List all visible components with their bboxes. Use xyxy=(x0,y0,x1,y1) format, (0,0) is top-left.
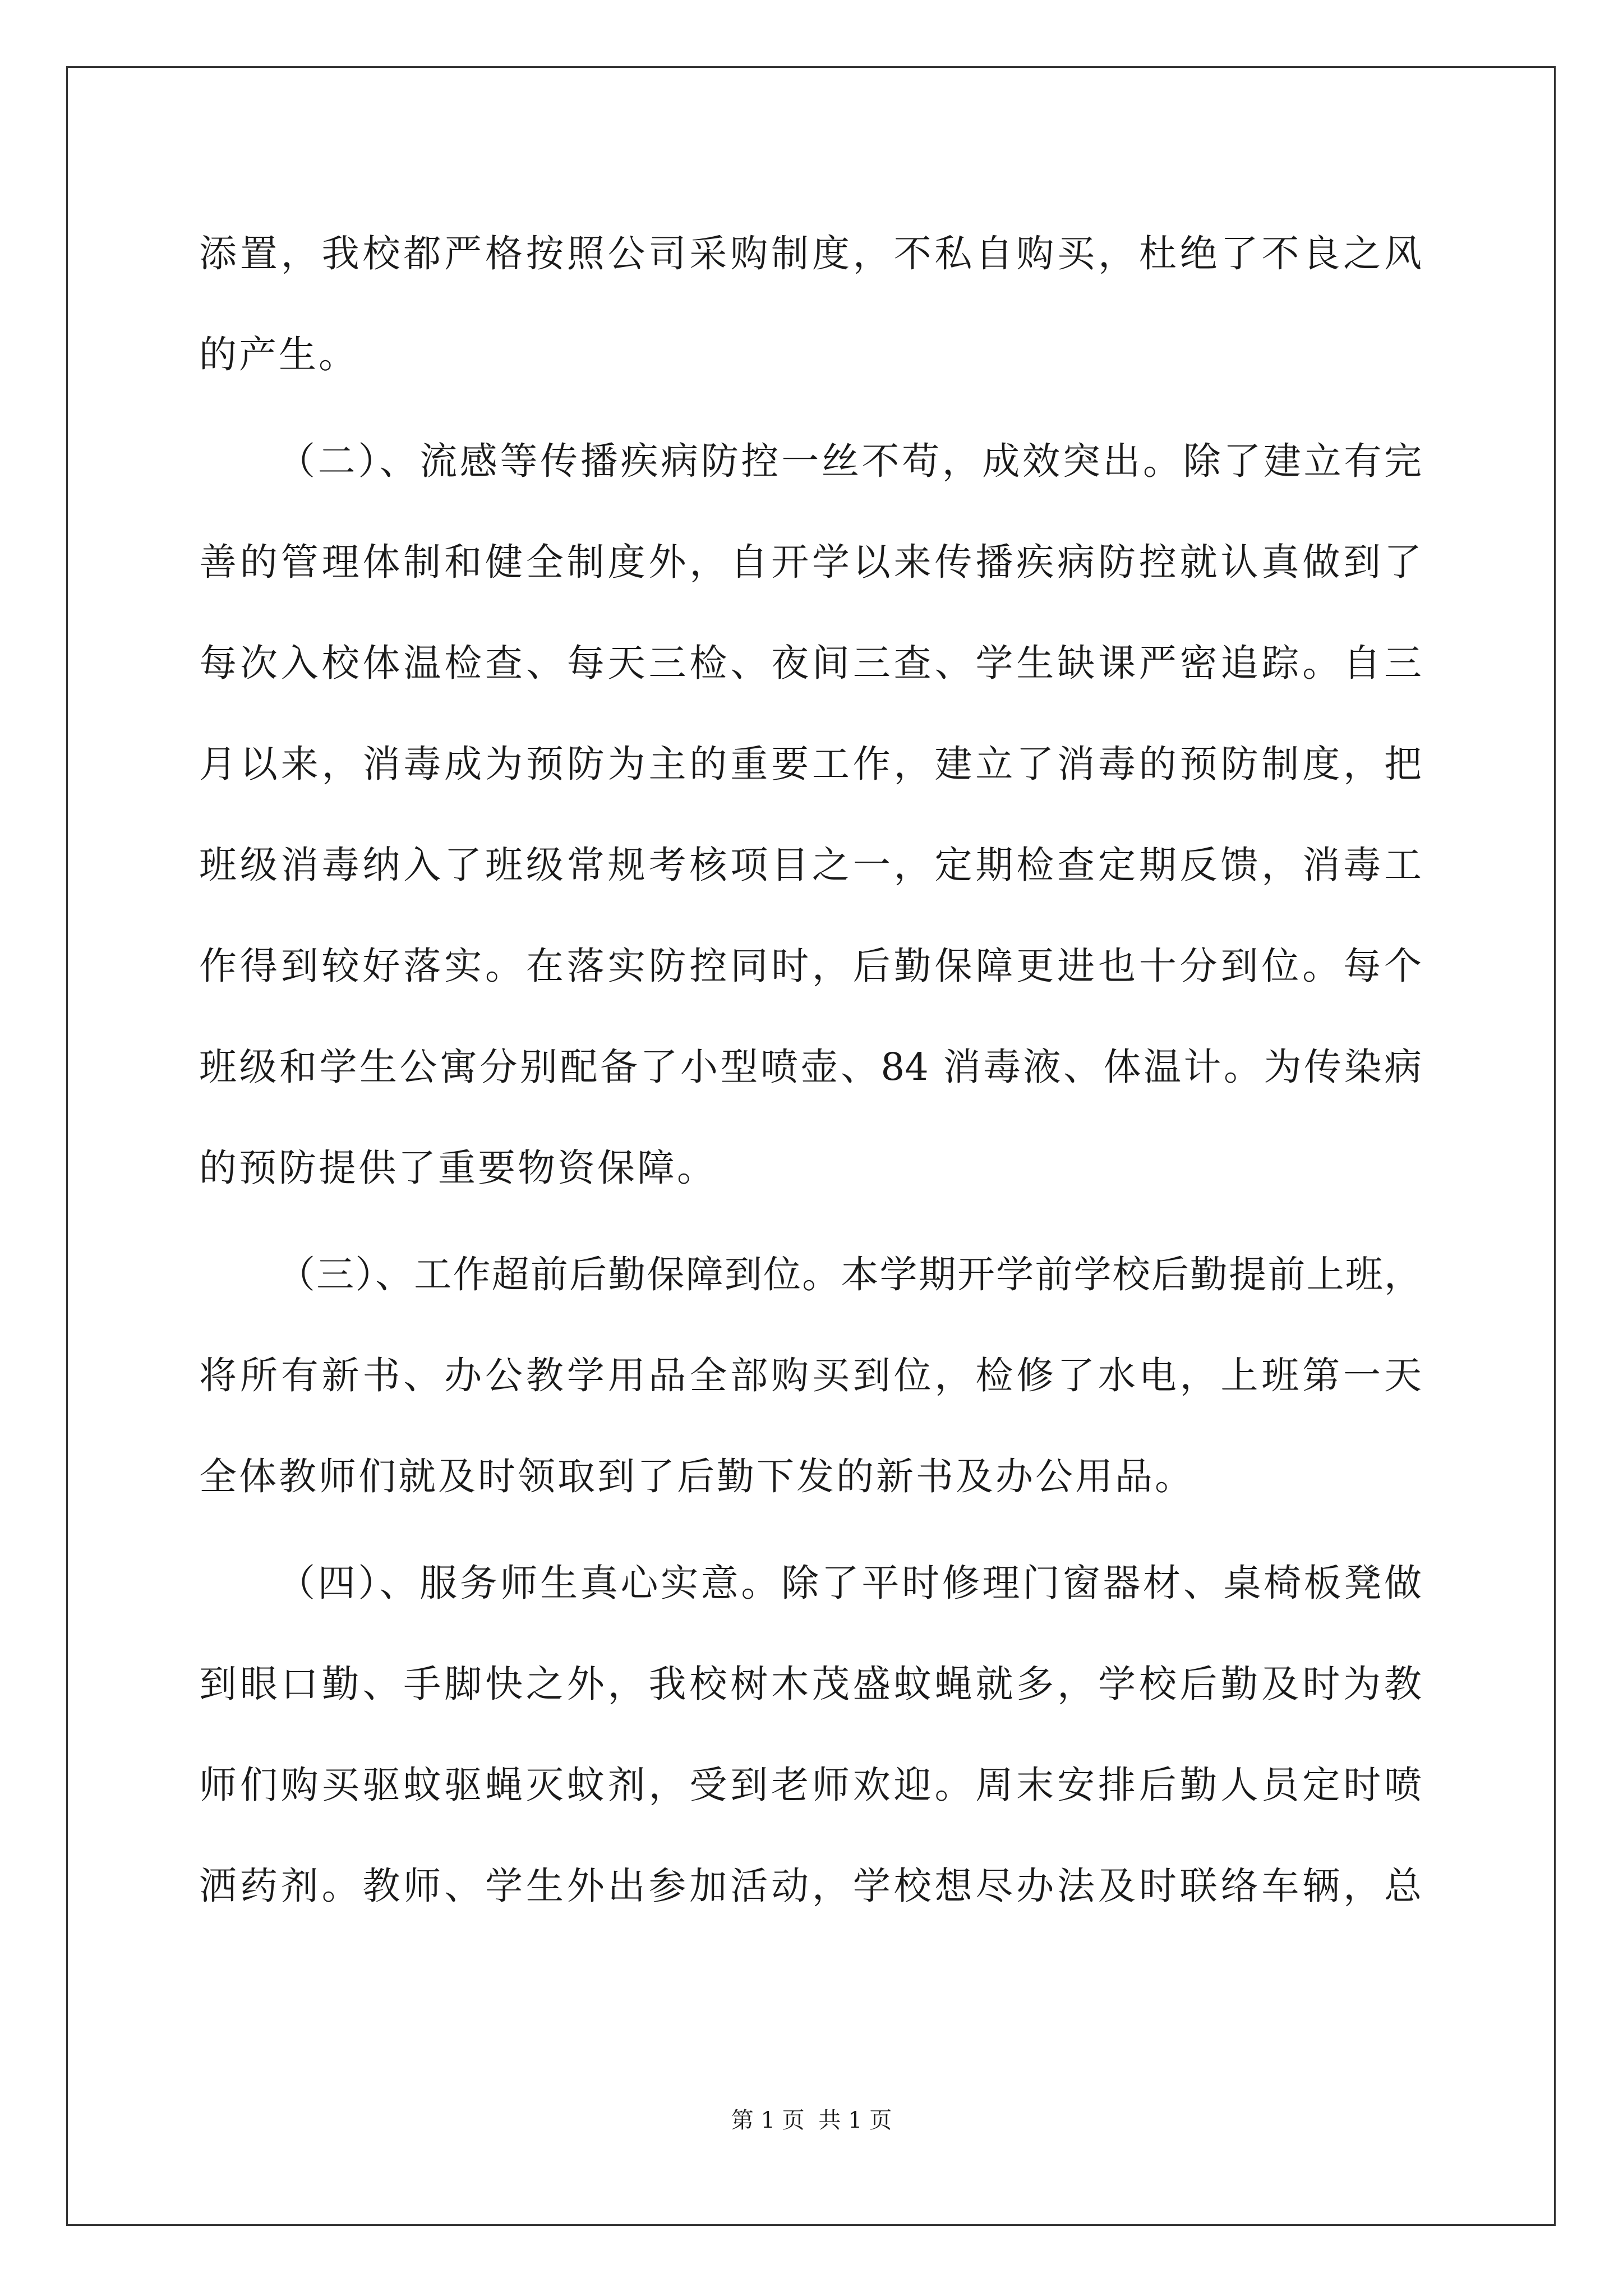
text-line: 添置，我校都严格按照公司采购制度，不私自购买，杜绝了不良之风 xyxy=(199,232,1422,275)
text-line: 到眼口勤、手脚快之外，我校树木茂盛蚊蝇就多，学校后勤及时为教 xyxy=(199,1662,1422,1706)
text-line: 全体教师们就及时领取到了后勤下发的新书及办公用品。 xyxy=(199,1455,1195,1498)
text-line: 洒药剂。教师、学生外出参加活动，学校想尽办法及时联络车辆，总 xyxy=(199,1864,1422,1908)
text-line: 的预防提供了重要物资保障。 xyxy=(199,1146,717,1190)
paragraph-heading-line: （四）、服务师生真心实意。除了平时修理门窗器材、桌椅板凳做 xyxy=(278,1561,1422,1605)
page-footer xyxy=(0,2104,1623,2137)
paragraph-heading-line: （三）、工作超前后勤保障到位。本学期开学前学校后勤提前上班， xyxy=(278,1253,1422,1296)
page-number: 第 1 页 xyxy=(731,2108,805,2133)
text-line: 班级消毒纳入了班级常规考核项目之一，定期检查定期反馈，消毒工 xyxy=(199,843,1422,887)
text-line: 班级和学生公寓分别配备了小型喷壶、84 消毒液、体温计。为传染病 xyxy=(199,1045,1422,1089)
text-line: 作得到较好落实。在落实防控同时，后勤保障更进也十分到位。每个 xyxy=(199,944,1422,988)
text-line: 的产生。 xyxy=(199,333,358,376)
paragraph-heading-line: （二）、流感等传播疾病防控一丝不苟，成效突出。除了建立有完 xyxy=(278,439,1422,483)
page-total: 共 1 页 xyxy=(818,2108,892,2133)
text-line: 月以来，消毒成为预防为主的重要工作，建立了消毒的预防制度，把 xyxy=(199,742,1422,786)
text-line: 将所有新书、办公教学用品全部购买到位，检修了水电，上班第一天 xyxy=(199,1354,1422,1397)
text-line: 师们购买驱蚊驱蝇灭蚊剂，受到老师欢迎。周末安排后勤人员定时喷 xyxy=(199,1763,1422,1807)
text-line: 善的管理体制和健全制度外，自开学以来传播疾病防控就认真做到了 xyxy=(199,540,1422,584)
text-line: 每次入校体温检查、每天三检、夜间三查、学生缺课严密追踪。自三 xyxy=(199,641,1422,685)
